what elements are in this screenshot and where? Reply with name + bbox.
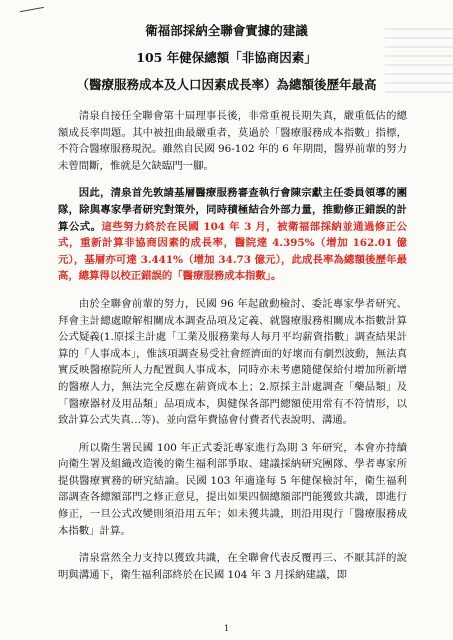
paragraph-3: 由於全聯會前輩的努力，民國 96 年起啟動檢討、委託專家學者研究、拜會主計總處瞭解相關成本調查品項及定義、就醫療服務相關成本指數計算公式疑義(1.原採主計處「工業及服務業每人每月平均薪資指數」調查結果計算的「人事成本」，惟該項調查易受社會經濟面的好壞而有劇烈波動，無法真實反映醫療院所人力配置與人事成本，同時亦未考慮隨健保給付增加所新增的醫療人力，無法完全反應在薪資成本上；2.原採主計處調查「藥品類」及「醫療器材及用品類」品項成本，與健保各部門總額使用常有不符情形，以致計算公式失真…等)、並向當年費協會付費者代表說明、溝通。	[58, 297, 407, 427]
pen-mark	[20, 7, 44, 12]
title-line-2: 105 年健保總額「非協商因素」	[136, 50, 317, 65]
paragraph-1: 清泉自接任全聯會第十屆理事長後，非常重視長期失真，嚴重低估的總額成長率問題。其中被扭曲最嚴重者，莫過於「醫療服務成本指數」指標，不符合醫療服務現況。雖然自民國 96-102 年的 6 年期間，醫界前輩的努力未曾間斷，惟就是欠缺臨門一腳。	[58, 110, 407, 172]
paragraph-2-bold-text: 因此，清泉首先敦請基層醫療服務審查執行會陳宗獻主任委員領導的團隊，除與專家學者研究對策外，同時積極結合外部力量，推動修正錯誤的計算公式。	[58, 187, 407, 233]
document-body	[58, 108, 407, 594]
title-line-1: 衛福部採納全聯會實據的建議	[145, 23, 308, 38]
title-line-3: （醫療服務成本及人口因素成長率）為總額後歷年最高	[76, 77, 377, 92]
page-number: 1	[223, 624, 230, 633]
paragraph-2-red-text: 這些努力終於在民國 104 年 3 月，被衛福部採納並通過修正公式，重新計算非協商因素的成長率，醫院達 4.395%（增加 162.01 億元），基層亦可達 3.441%（增加 34.73 億元），此成長率為總額後歷年最高，總算得以校正錯誤的「醫療服務成本指數」。	[58, 220, 408, 283]
paragraph-2	[58, 185, 407, 285]
paragraph-4: 所以衛生署民國 100 年正式委託專家進行為期 3 年研究，本會亦持續向衛生署及組織改造後的衛生福利部爭取、建議採納研究團隊、學者專家所提供醫療實務的研究結論。民國 103 年適逢每 5 年健保檢討年，衛生福利部調查各總額部門之修正意見，提出如果四個總額部門能獲致共識，即進行修正，一旦公式改變則須沿用五年；如未獲共識，則沿用現行「醫療服務成本指數」計算。	[58, 441, 407, 537]
paragraph-5: 清泉當然全力支持以獲致共識，在全聯會代表反覆再三、不厭其詳的說明與溝通下，衛生福利部終於在民國 104 年 3 月採納建議，即	[58, 552, 407, 581]
